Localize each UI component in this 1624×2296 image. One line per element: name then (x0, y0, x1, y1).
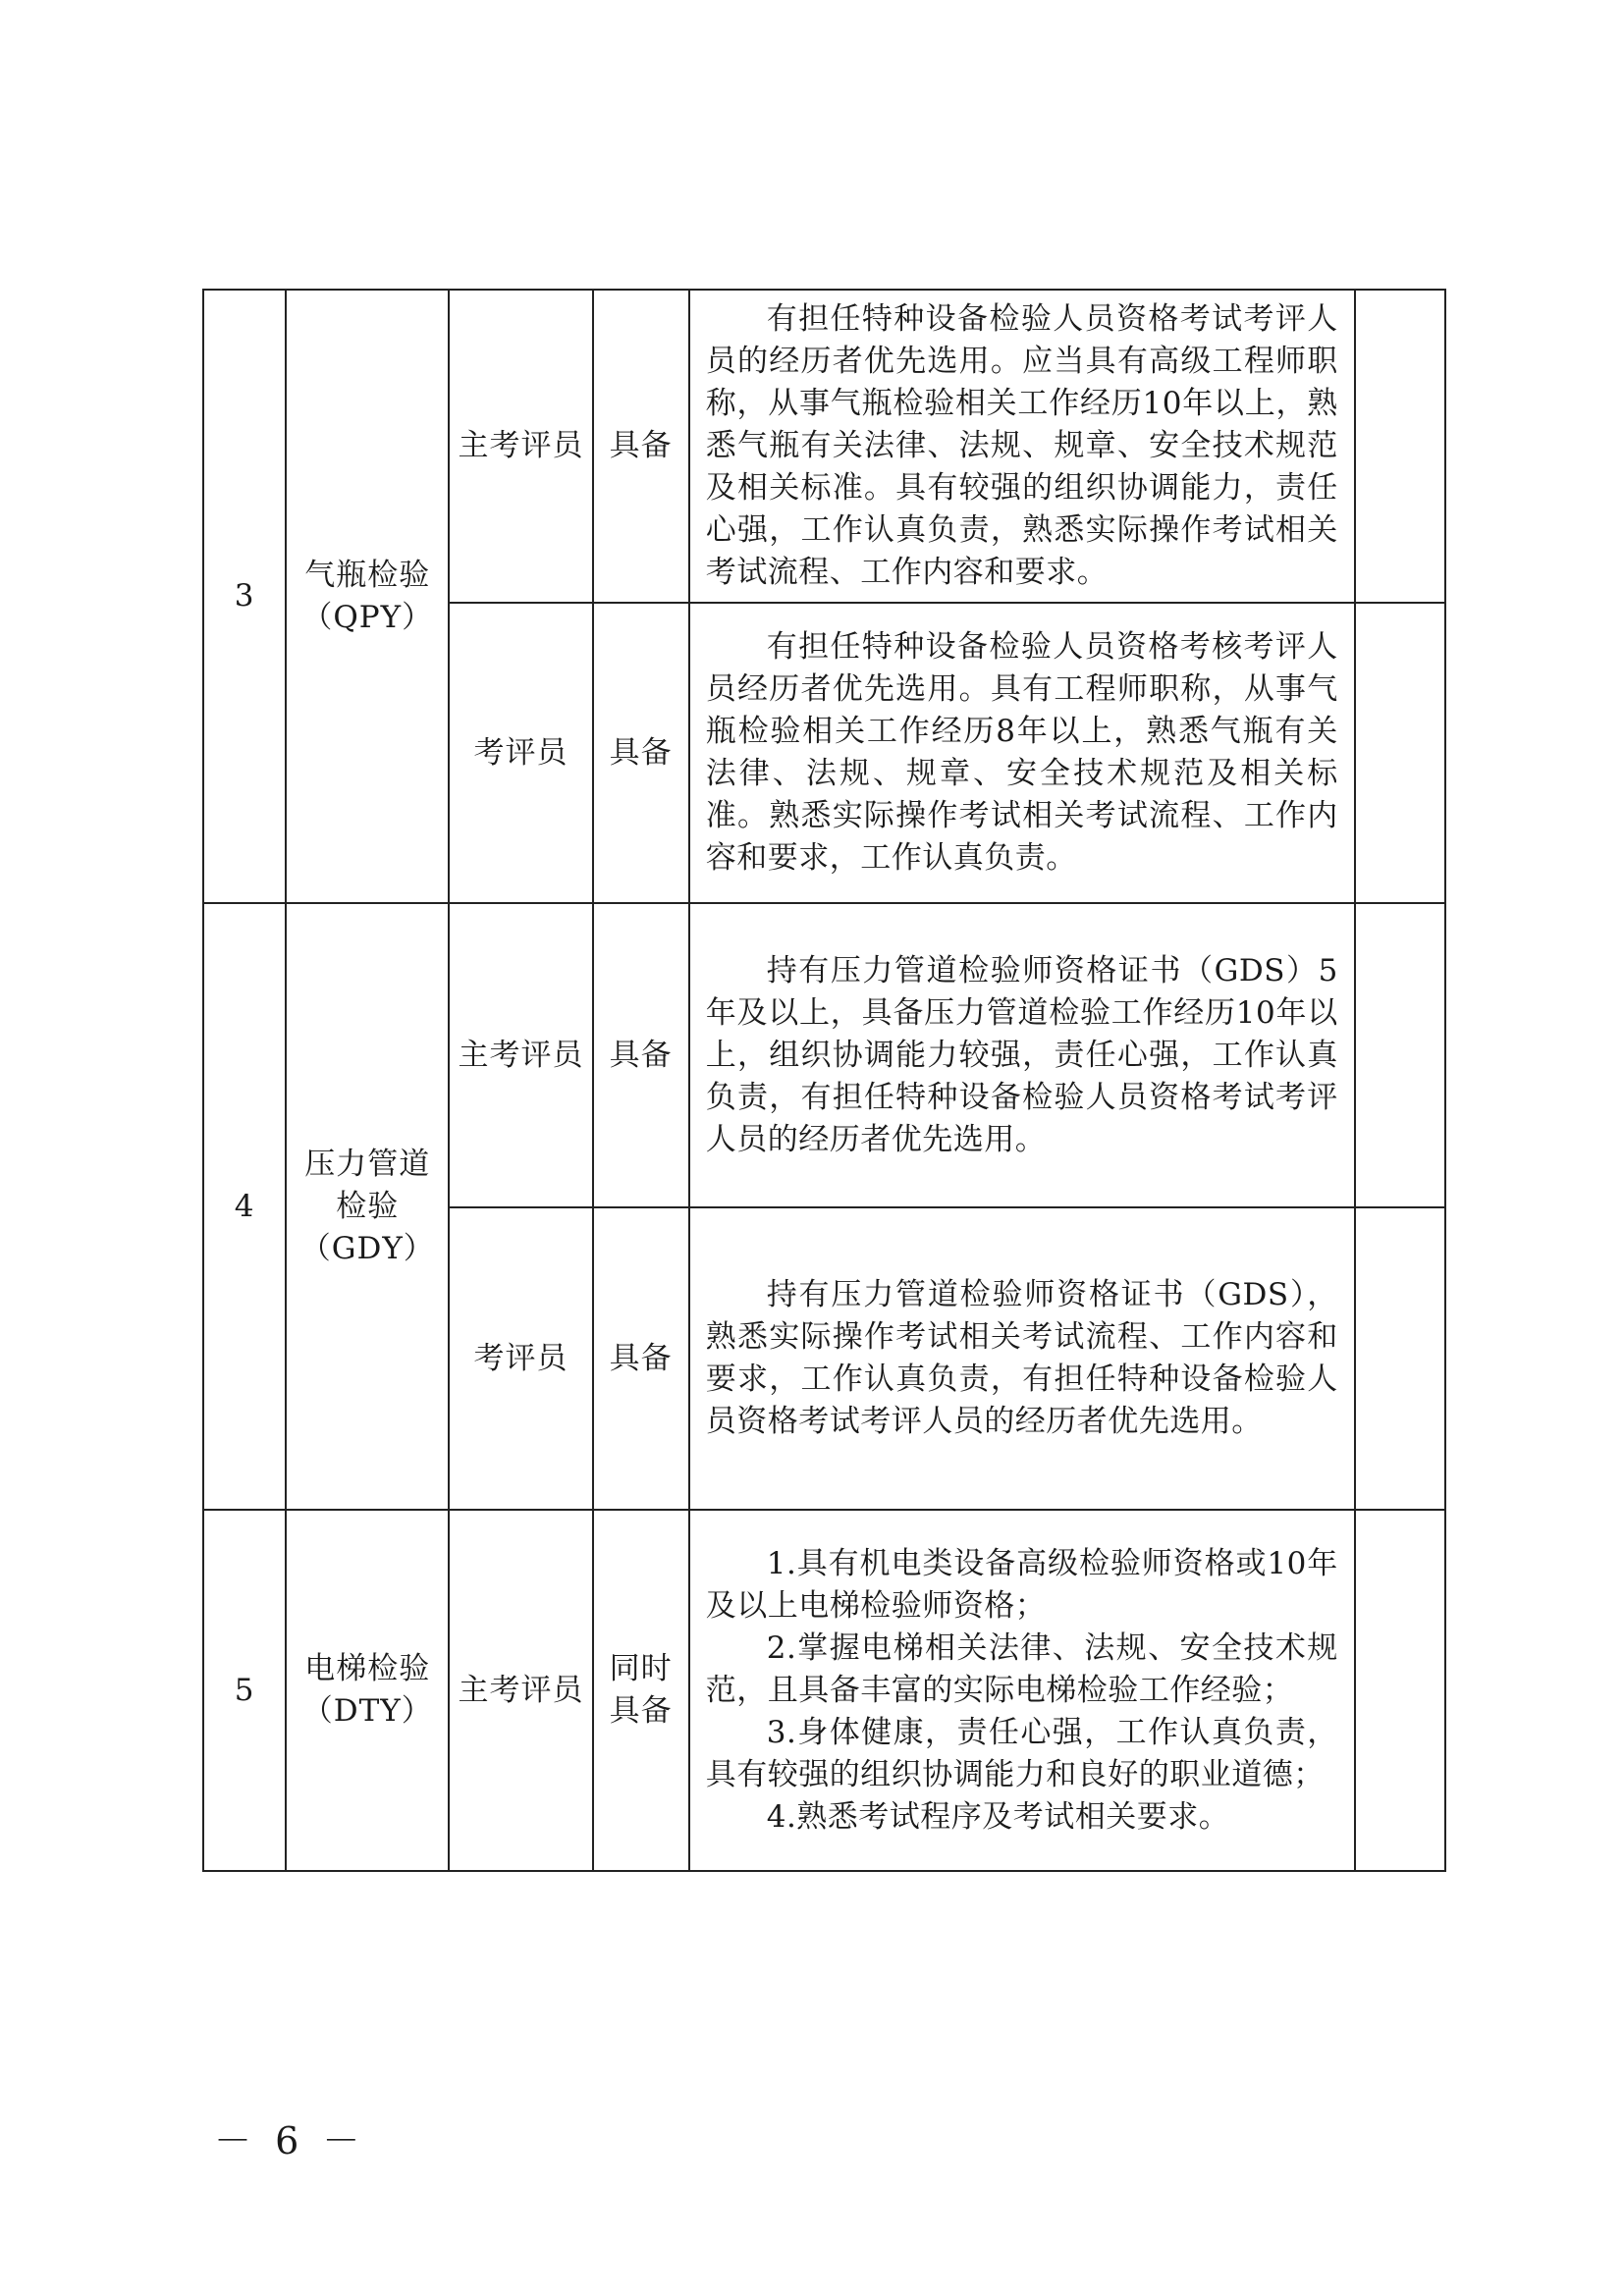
category-label: 压力管道检验（GDY） (299, 1146, 435, 1266)
description-cell (689, 290, 1355, 603)
table-row (203, 903, 1445, 1207)
row-number: 4 (234, 1188, 255, 1224)
role-label: 主考评员 (458, 1672, 584, 1708)
description-cell (689, 603, 1355, 903)
table-row (203, 290, 1445, 603)
description-cell (689, 903, 1355, 1207)
condition-label: 同时具备 (609, 1651, 673, 1729)
category-cell (286, 1510, 449, 1871)
requirement-item: 1.具有机电类设备高级检验师资格或10年及以上电梯检验师资格； (705, 1545, 1338, 1624)
condition-label: 具备 (609, 428, 673, 463)
note-cell (1355, 1207, 1445, 1510)
requirement-item: 4.熟悉考试程序及考试相关要求。 (766, 1798, 1230, 1835)
table-row (203, 1510, 1445, 1871)
row-number: 3 (234, 578, 255, 614)
page-number: － 6 － (214, 2119, 366, 2163)
role-cell (449, 290, 592, 603)
requirement-item: 2.掌握电梯相关法律、法规、安全技术规范，且具备丰富的实际电梯检验工作经验； (705, 1629, 1338, 1708)
condition-cell (593, 1207, 689, 1510)
role-label: 考评员 (473, 734, 568, 771)
requirement-item: 3.身体健康，责任心强，工作认真负责，具有较强的组织协调能力和良好的职业道德； (705, 1714, 1338, 1792)
condition-label: 具备 (609, 1037, 673, 1073)
description-cell (689, 1510, 1355, 1871)
examiner-requirements-table (202, 289, 1446, 1872)
condition-cell (593, 903, 689, 1207)
note-cell (1355, 903, 1445, 1207)
category-cell (286, 903, 449, 1510)
description-text: 有担任特种设备检验人员资格考试考评人员的经历者优先选用。应当具有高级工程师职称，从事气瓶检验相关工作经历10年以上，熟悉气瓶有关法律、法规、规章、安全技术规范及相关标准。具有较强的组织协调能力，责任心强，工作认真负责，熟悉实际操作考试相关考试流程、工作内容和要求。 (705, 301, 1338, 590)
row-number-cell (203, 1510, 286, 1871)
role-cell (449, 903, 592, 1207)
description-text: 持有压力管道检验师资格证书（GDS）5年及以上，具备压力管道检验工作经历10年以上，组织协调能力较强，责任心强，工作认真负责，有担任特种设备检验人员资格考试考评人员的经历者优先选用。 (705, 952, 1338, 1157)
role-cell (449, 603, 592, 903)
category-label: 气瓶检验（QPY） (301, 557, 434, 635)
category-label: 电梯检验（DTY） (301, 1651, 433, 1729)
row-number-cell (203, 290, 286, 903)
description-cell (689, 1207, 1355, 1510)
note-cell (1355, 603, 1445, 903)
condition-cell (593, 290, 689, 603)
description-text: 持有压力管道检验师资格证书（GDS），熟悉实际操作考试相关考试流程、工作内容和要求，工作认真负责，有担任特种设备检验人员资格考试考评人员的经历者优先选用。 (705, 1277, 1338, 1439)
condition-label: 具备 (609, 1340, 673, 1376)
role-cell (449, 1207, 592, 1510)
role-label: 主考评员 (458, 428, 584, 463)
row-number: 5 (234, 1672, 255, 1708)
row-number-cell (203, 903, 286, 1510)
note-cell (1355, 1510, 1445, 1871)
role-cell (449, 1510, 592, 1871)
condition-cell (593, 1510, 689, 1871)
role-label: 主考评员 (458, 1037, 584, 1073)
note-cell (1355, 290, 1445, 603)
condition-label: 具备 (609, 734, 673, 771)
category-cell (286, 290, 449, 903)
role-label: 考评员 (473, 1340, 568, 1376)
description-text: 有担任特种设备检验人员资格考核考评人员经历者优先选用。具有工程师职称，从事气瓶检验相关工作经历8年以上，熟悉气瓶有关法律、法规、规章、安全技术规范及相关标准。熟悉实际操作考试相关考试流程、工作内容和要求，工作认真负责。 (705, 629, 1338, 876)
condition-cell (593, 603, 689, 903)
requirement-list (706, 1543, 1338, 1839)
